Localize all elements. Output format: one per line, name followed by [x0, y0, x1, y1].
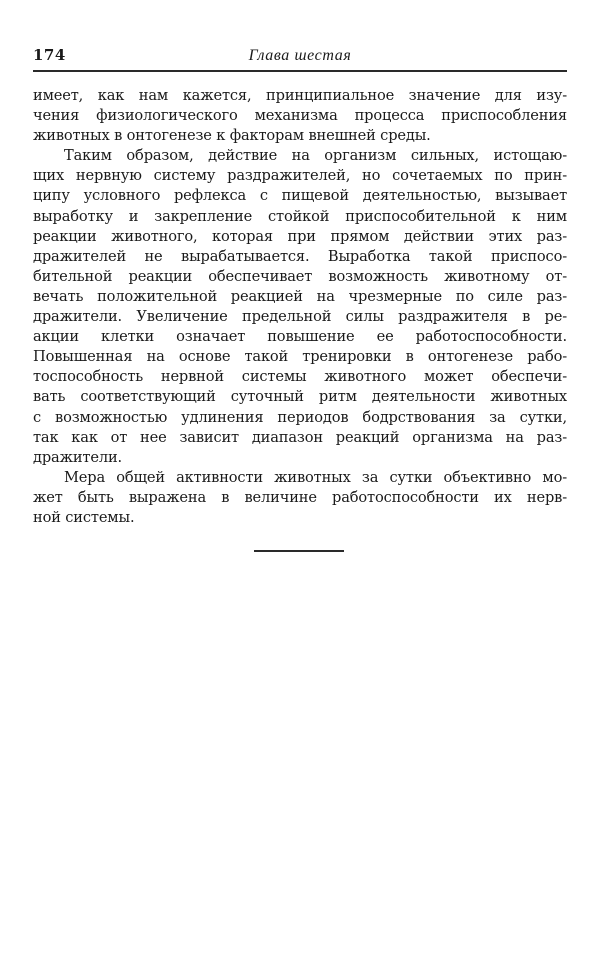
- text-line: дражителей не вырабатывается. Выработка такой приспосо-: [33, 247, 567, 265]
- text-line: Таким образом, действие на организм сильных, истощаю-: [64, 147, 567, 165]
- text-line: Повышенная на основе такой тренировки в онтогенезе рабо-: [33, 348, 567, 366]
- text-line: Мера общей активности животных за сутки объективно мо-: [64, 468, 567, 486]
- text-line: акции клетки означает повышение ее работоспособности.: [33, 328, 567, 346]
- text-line: вечать положительной реакцией на чрезмерные по силе раз-: [33, 287, 567, 305]
- text-line: так как от нее зависит диапазон реакций организма на раз-: [33, 428, 567, 446]
- text-line: вать соответствующий суточный ритм деятельности животных: [33, 388, 567, 406]
- text-line: щих нервную систему раздражителей, но сочетаемых по прин-: [33, 167, 567, 185]
- text-line: животных в онтогенезе к факторам внешней среды.: [33, 127, 431, 145]
- text-line: реакции животного, которая при прямом действии этих раз-: [33, 227, 567, 245]
- text-line: имеет, как нам кажется, принципиальное значение для изу-: [33, 87, 567, 104]
- page-number: 174: [33, 46, 66, 64]
- section-end-rule: [254, 550, 344, 552]
- text-line: выработку и закрепление стойкой приспособительной к ним: [33, 207, 567, 225]
- running-head: [33, 46, 567, 68]
- paragraph: [33, 146, 567, 468]
- text-line: дражители. Увеличение предельной силы раздражителя в ре-: [33, 308, 567, 326]
- text-line: дражители.: [33, 448, 123, 466]
- chapter-title: Глава шестая: [248, 47, 352, 64]
- text-line: тоспособность нервной системы животного может обеспечи-: [33, 368, 567, 386]
- text-line: жет быть выражена в величине работоспособности их нерв-: [33, 488, 567, 506]
- paragraph: [33, 86, 567, 146]
- header-rule: [33, 70, 567, 72]
- text-line: чения физиологического механизма процесса приспособления: [33, 107, 567, 125]
- text-line: ципу условного рефлекса с пищевой деятельностью, вызывает: [33, 187, 567, 205]
- text-line: с возможностью удлинения периодов бодрствования за сутки,: [33, 408, 567, 426]
- text-line: ной системы.: [33, 508, 135, 526]
- text-line: бительной реакции обеспечивает возможность животному от-: [33, 267, 567, 285]
- paragraph: [33, 468, 567, 528]
- body-text: [33, 86, 567, 528]
